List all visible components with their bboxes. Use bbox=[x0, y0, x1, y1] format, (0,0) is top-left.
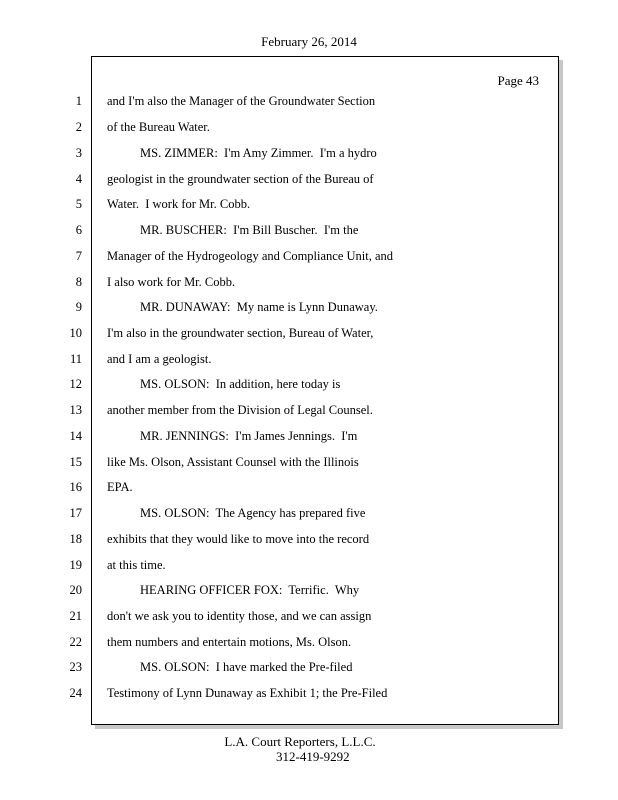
transcript-line: exhibits that they would like to move into the record bbox=[107, 532, 370, 546]
transcript-line: another member from the Division of Legal Counsel. bbox=[107, 403, 373, 417]
transcript-line: Testimony of Lynn Dunaway as Exhibit 1; the Pre-Filed bbox=[107, 686, 388, 700]
transcript-line: I'm also in the groundwater section, Bureau of Water, bbox=[107, 326, 374, 340]
line-number: 18 bbox=[69, 532, 82, 546]
line-number: 14 bbox=[69, 429, 82, 443]
line-number: 19 bbox=[69, 558, 82, 572]
transcript-date: February 26, 2014 bbox=[261, 34, 357, 49]
transcript-line: Manager of the Hydrogeology and Compliance Unit, and bbox=[107, 249, 394, 263]
transcript-line: MR. BUSCHER: I'm Bill Buscher. I'm the bbox=[140, 223, 359, 237]
transcript-line: MS. OLSON: In addition, here today is bbox=[140, 377, 341, 391]
transcript-line: and I'm also the Manager of the Groundwater Section bbox=[107, 94, 376, 108]
line-number: 13 bbox=[69, 403, 82, 417]
transcript-line: geologist in the groundwater section of the Bureau of bbox=[107, 172, 374, 186]
line-number: 8 bbox=[75, 275, 82, 289]
court-reporter-name: L.A. Court Reporters, L.L.C. bbox=[224, 734, 376, 749]
transcript-line: at this time. bbox=[107, 558, 166, 572]
line-number: 1 bbox=[75, 94, 82, 108]
transcript-line: MS. OLSON: I have marked the Pre-filed bbox=[140, 660, 353, 674]
line-number: 22 bbox=[69, 635, 82, 649]
transcript-line: them numbers and entertain motions, Ms. Olson. bbox=[107, 635, 352, 649]
transcript-line: MR. DUNAWAY: My name is Lynn Dunaway. bbox=[140, 300, 378, 314]
transcript-line: like Ms. Olson, Assistant Counsel with the Illinois bbox=[107, 455, 359, 469]
line-number: 3 bbox=[75, 146, 82, 160]
line-number: 5 bbox=[75, 197, 82, 211]
transcript-line: MR. JENNINGS: I'm James Jennings. I'm bbox=[140, 429, 358, 443]
transcript-line: don't we ask you to identity those, and we can assign bbox=[107, 609, 372, 623]
transcript-line: MS. OLSON: The Agency has prepared five bbox=[140, 506, 366, 520]
line-number: 17 bbox=[69, 506, 82, 520]
line-number: 4 bbox=[75, 172, 82, 186]
line-number: 12 bbox=[69, 377, 82, 391]
line-number: 7 bbox=[75, 249, 82, 263]
line-number: 21 bbox=[69, 609, 82, 623]
line-number: 10 bbox=[69, 326, 82, 340]
transcript-line: HEARING OFFICER FOX: Terrific. Why bbox=[140, 583, 360, 597]
line-number: 23 bbox=[69, 660, 82, 674]
line-number: 6 bbox=[75, 223, 82, 237]
line-number: 11 bbox=[69, 352, 82, 366]
line-number: 15 bbox=[69, 455, 82, 469]
transcript-line: and I am a geologist. bbox=[107, 352, 212, 366]
line-number: 16 bbox=[69, 480, 82, 494]
line-number: 24 bbox=[69, 686, 82, 700]
transcript-line: of the Bureau Water. bbox=[107, 120, 210, 134]
transcript-line: Water. I work for Mr. Cobb. bbox=[107, 197, 251, 211]
transcript-line: MS. ZIMMER: I'm Amy Zimmer. I'm a hydro bbox=[140, 146, 377, 160]
court-reporter-phone: 312-419-9292 bbox=[276, 749, 350, 764]
page-number: Page 43 bbox=[497, 73, 539, 88]
transcript-line: I also work for Mr. Cobb. bbox=[107, 275, 236, 289]
line-number: 9 bbox=[75, 300, 82, 314]
line-number: 2 bbox=[75, 120, 82, 134]
line-number: 20 bbox=[69, 583, 82, 597]
transcript-line: EPA. bbox=[107, 480, 133, 494]
